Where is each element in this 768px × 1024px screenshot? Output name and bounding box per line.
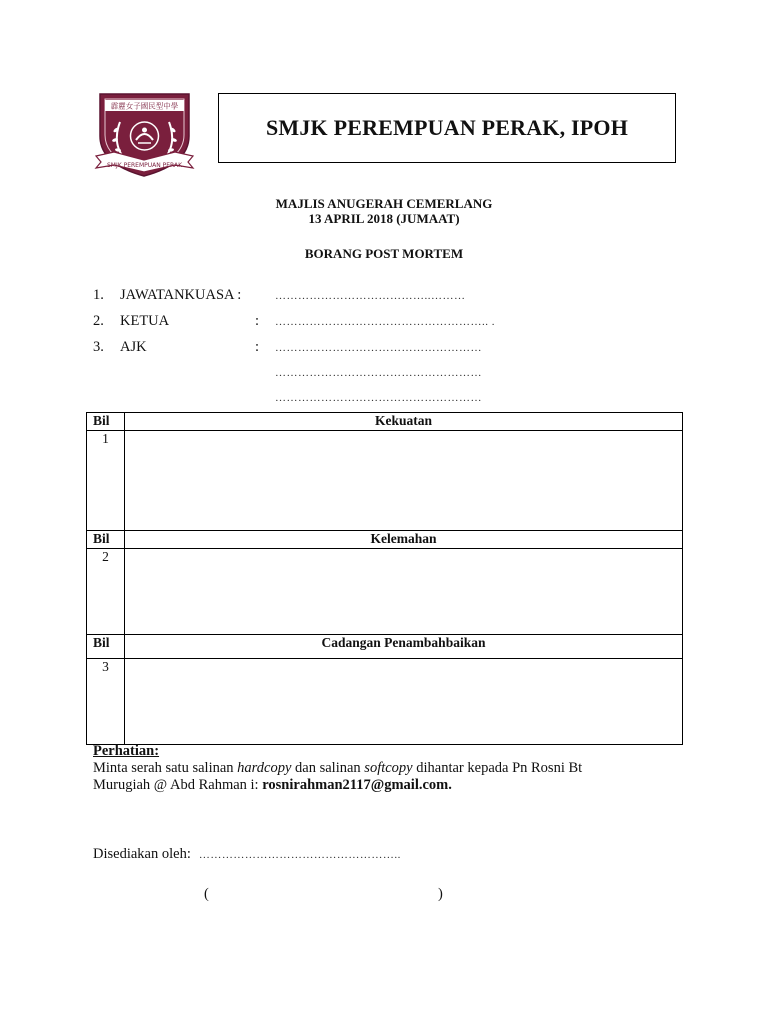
notes-block: [93, 743, 693, 794]
kekuatan-input-area[interactable]: [125, 431, 683, 531]
section-heading-kekuatan: Kekuatan: [125, 413, 683, 431]
notes-text: dan salinan: [291, 760, 365, 776]
name-paren-open: (: [204, 886, 209, 902]
row-number: 3: [87, 659, 125, 745]
bil-header: Bil: [87, 635, 125, 659]
field-label: JAWATANKUASA :: [120, 287, 242, 303]
form-title: BORANG POST MORTEM: [304, 246, 464, 261]
table-header-row: [87, 531, 683, 549]
notes-text: Minta serah satu salinan: [93, 760, 238, 776]
ajk-extra-dots[interactable]: ………………………………………………: [275, 392, 482, 404]
name-paren-close: ): [438, 886, 443, 902]
row-number: 1: [87, 431, 125, 531]
svg-text:霹靂女子國民型中學: 霹靂女子國民型中學: [110, 101, 179, 111]
notes-text: Murugiah @ Abd Rahman i:: [93, 777, 263, 793]
fill-in-dots[interactable]: ………………………………………………: [275, 342, 482, 354]
section-heading-kelemahan: Kelemahan: [125, 531, 683, 549]
field-label: KETUA: [120, 313, 170, 329]
field-colon: :: [255, 339, 260, 355]
bil-header: Bil: [87, 413, 125, 431]
notes-hardcopy: hardcopy: [237, 760, 292, 776]
school-name-box: [218, 93, 676, 163]
svg-text:SMJK PEREMPUAN PERAK: SMJK PEREMPUAN PERAK: [106, 162, 183, 169]
table-row: [87, 659, 683, 745]
field-number: 2.: [93, 313, 104, 329]
field-number: 3.: [93, 339, 104, 355]
field-label: AJK: [120, 339, 147, 355]
field-number: 1.: [93, 287, 104, 303]
notes-line-2: [93, 777, 693, 794]
section-heading-cadangan: Cadangan Penambahbaikan: [125, 635, 683, 659]
notes-email: rosnirahman2117@gmail.com.: [262, 777, 452, 793]
table-header-row: [87, 635, 683, 659]
notes-heading: Perhatian:: [93, 743, 160, 759]
notes-text: dihantar kepada Pn Rosni Bt: [412, 760, 583, 776]
event-date: 13 APRIL 2018 (JUMAAT): [308, 211, 460, 226]
prepared-by-dots[interactable]: ……………………………………………..: [198, 849, 401, 861]
fill-in-dots[interactable]: ……………………………………………….. .: [275, 316, 495, 328]
field-colon: :: [255, 313, 260, 329]
notes-softcopy: softcopy: [364, 760, 413, 776]
bil-header: Bil: [87, 531, 125, 549]
kelemahan-input-area[interactable]: [125, 549, 683, 635]
notes-line-1: [93, 760, 693, 777]
prepared-by: [93, 846, 401, 863]
post-mortem-table: [86, 412, 683, 745]
prepared-by-label: Disediakan oleh:: [93, 846, 191, 862]
ajk-extra-dots[interactable]: ………………………………………………: [275, 367, 482, 379]
school-logo: [92, 88, 197, 180]
fill-in-dots[interactable]: …………………………………..………: [275, 290, 466, 302]
event-title: MAJLIS ANUGERAH CEMERLANG: [275, 196, 493, 211]
table-row: [87, 549, 683, 635]
row-number: 2: [87, 549, 125, 635]
cadangan-input-area[interactable]: [125, 659, 683, 745]
table-header-row: [87, 413, 683, 431]
table-row: [87, 431, 683, 531]
school-name: SMJK PEREMPUAN PERAK, IPOH: [265, 115, 629, 140]
